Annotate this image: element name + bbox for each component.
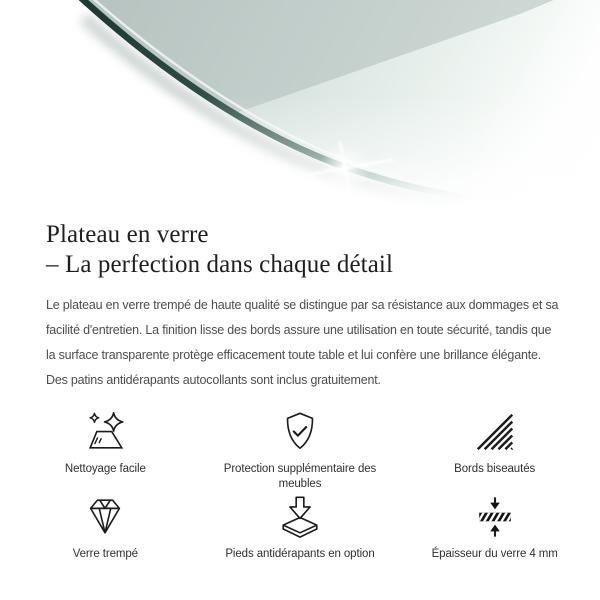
- feature-label: Verre trempé: [72, 548, 138, 560]
- feature-grid: [0, 409, 600, 562]
- glass-tabletop-photo: [0, 0, 600, 212]
- feature-label: Pieds antidérapants en option: [225, 548, 375, 560]
- description-line: la surface transparente protège efficacement toute table et lui confère une brillance élégante.: [46, 348, 541, 362]
- description-line: Le plateau en verre trempé de haute qualité se distingue par sa résistance aux dommages et sa: [46, 298, 559, 312]
- shield-check-icon: [277, 409, 323, 455]
- feature-antislip-feet: [203, 494, 398, 562]
- feature-label: Nettoyage facile: [64, 463, 146, 475]
- hero-product-image: [0, 0, 600, 212]
- description-line: Des patins antidérapants autocollants sont inclus gratuitement.: [46, 373, 381, 387]
- beveled-edge-icon: [472, 409, 518, 455]
- feature-beveled-edges: [397, 409, 592, 492]
- feature-easy-cleaning: [8, 409, 203, 492]
- feature-label: Bords biseautés: [454, 463, 536, 475]
- feature-furniture-protection: [203, 409, 398, 492]
- page-title-line-1: Plateau en verre: [46, 221, 209, 248]
- page-title-line-2: – La perfection dans chaque détail: [46, 251, 393, 278]
- clean-sparkle-icon: [82, 409, 128, 455]
- product-description: [46, 293, 560, 393]
- feature-label: Épaisseur du verre 4 mm: [431, 548, 558, 560]
- diamond-icon: [82, 494, 128, 540]
- feature-tempered-glass: [8, 494, 203, 562]
- description-line: facilité d'entretien. La finition lisse des bords assure une utilisation en toute sécurité, tandis que: [46, 323, 552, 337]
- anti-slip-pad-icon: [277, 494, 323, 540]
- page-title: [46, 220, 554, 280]
- glass-thickness-icon: [472, 494, 518, 540]
- feature-glass-thickness: [397, 494, 592, 562]
- feature-label: Protection supplémentaire des meubles: [223, 463, 377, 490]
